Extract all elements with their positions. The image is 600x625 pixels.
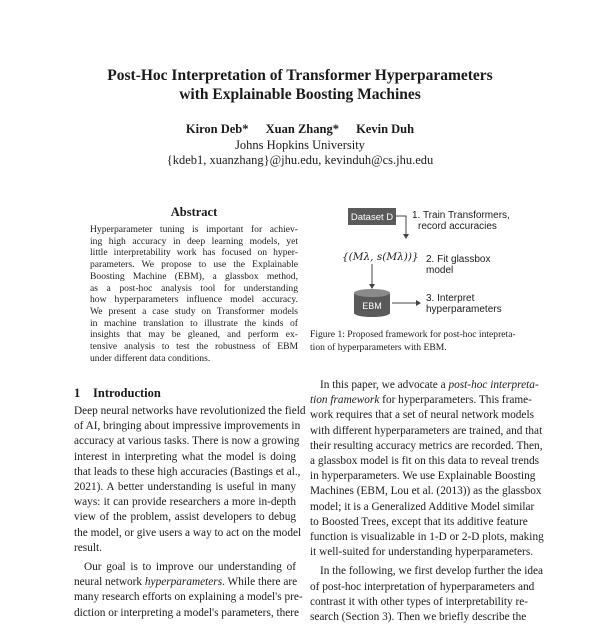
text-line: contrast it with other types of interpretability re- [310,595,529,608]
title-line-2: with Explainable Boosting Machines [179,86,421,103]
step1-line1: 1. Train Transformers, [412,210,510,221]
text-line: accuracy at various tasks. There is now a growing [74,435,300,448]
arrow-train [396,216,406,236]
text-line: of post-hoc interpretation of hyperparameters and [310,580,535,593]
text-line: the model, or give users a way to act on the model [74,526,302,539]
intro-left-column [74,404,306,621]
paragraph [74,404,306,556]
abstract-line: little interpretability work has focused on hyper- [90,247,298,259]
text-line: view of the problem, assist developers to debug [74,511,296,524]
abstract-line: as a post-hoc analysis tool for understanding [90,282,298,294]
text-line: interest in interpreting what the model is doing [74,450,296,463]
section-title: Introduction [93,386,161,400]
step2-line2: model [426,265,454,276]
paper-title [0,66,600,104]
section-heading [74,386,161,401]
author-1: Kiron Deb* [185,122,249,136]
text-line: function is visualizable in 1-D or 2-D plots, making [310,531,544,544]
paragraph [310,564,544,625]
ebm-label: EBM [362,301,382,311]
framework-diagram [330,198,530,323]
text-line: work requires that a set of neural network models [310,409,534,422]
caption-line-1: Figure 1: Proposed framework for post-hoc intepreta- [310,329,516,340]
abstract-line: tensive analysis to test the robustness of EBM [90,341,298,353]
paragraph [74,560,303,621]
author-emails: {kdeb1, xuanzhang}@jhu.edu, kevinduh@cs.jhu.edu [166,153,434,167]
text-line: in hyperparameters. We use Explainable Boosting [310,470,536,483]
ebm-cylinder-top [354,289,390,297]
paragraph [310,378,544,560]
abstract-line: under different data conditions. [90,352,211,364]
section-number: 1 [74,386,81,400]
text-line: with different hyperparameters are trained, and that [310,424,543,437]
abstract-line: how hyperparameters influence model accuracy. [90,294,298,306]
abstract-line: insights that may be gleaned, and perform ex- [90,329,298,341]
text-line: to Boosted Trees, except that its additive feature [310,515,528,528]
text-line: Our goal is to improve our understanding of [84,561,296,574]
title-line-1: Post-Hoc Interpretation of Transformer Hyperparameters [107,67,493,84]
text-line: it well-suited for understanding hyperparameters. [310,546,534,559]
step2-line1: 2. Fit glassbox [426,254,491,265]
intro-right-column [310,378,544,625]
caption-line-2: tion of hyperparameters with EBM. [310,342,447,353]
text-line: their resulting accuracy metrics are recorded. Then, [310,439,543,452]
abstract-body [90,224,298,364]
abstract-heading: Abstract [170,205,218,219]
text-line: In this paper, we advocate a post-hoc interpreta- [320,379,539,391]
text-line: model; it is a Generalized Additive Model similar [310,500,535,513]
text-line: 2021). A better understanding is useful in many [74,481,296,494]
author-2: Xuan Zhang* [265,122,339,136]
text-line: tion framework for hyperparameters. This frame- [310,394,532,407]
author-3: Kevin Duh [356,122,415,136]
text-line: result. [74,541,102,554]
arrowhead-fit [369,284,375,289]
text-line: diction or interpreting a model's parameters, there [74,606,300,619]
text-line: a glassbox model is fit on this data to reveal trends [310,455,540,468]
abstract-line: Boosting Machine (EBM), a glassbox method, [90,270,298,282]
arrowhead-train [403,234,409,239]
author-list [0,122,600,137]
text-line: In the following, we first develop further the idea [320,565,544,578]
affiliation: Johns Hopkins University [235,138,365,152]
arrowhead-interpret [416,300,421,306]
model-set-label: {(Mλ, s(Mλ))} [342,251,419,263]
text-line: Deep neural networks have revolutionized the field [74,405,306,417]
step3-line2: hyperparameters [426,304,502,315]
dataset-label: Dataset D [350,212,394,223]
abstract-line: in machine translation to illustrate the kinds of [90,317,298,329]
text-line: Machines (EBM, Lou et al. (2013)) as the glassbox [310,485,542,498]
step1-line2: record accuracies [418,221,497,232]
step3-line1: 3. Interpret [426,293,475,304]
text-line: many research efforts on explaining a model's pre- [74,591,303,604]
text-line: ways: it can provide researchers a more in-depth [74,496,296,509]
abstract-line: Hyperparameter tuning is important for achiev- [90,224,298,235]
abstract-line: parameters. We propose to use the Explainable [90,259,298,271]
figure-caption [310,328,516,354]
text-line: that leads to these high accuracies (Bastings et al., [74,465,301,478]
text-line: of AI, bringing about impressive improvements in [74,420,301,433]
abstract-line: ing high accuracy in deep learning models, yet [90,235,298,247]
text-line: search (Section 3). Then we briefly describe the [310,611,527,624]
text-line: neural network hyperparameters. While there are [74,576,298,589]
abstract-line: We present a case study on Transformer models [90,305,298,317]
